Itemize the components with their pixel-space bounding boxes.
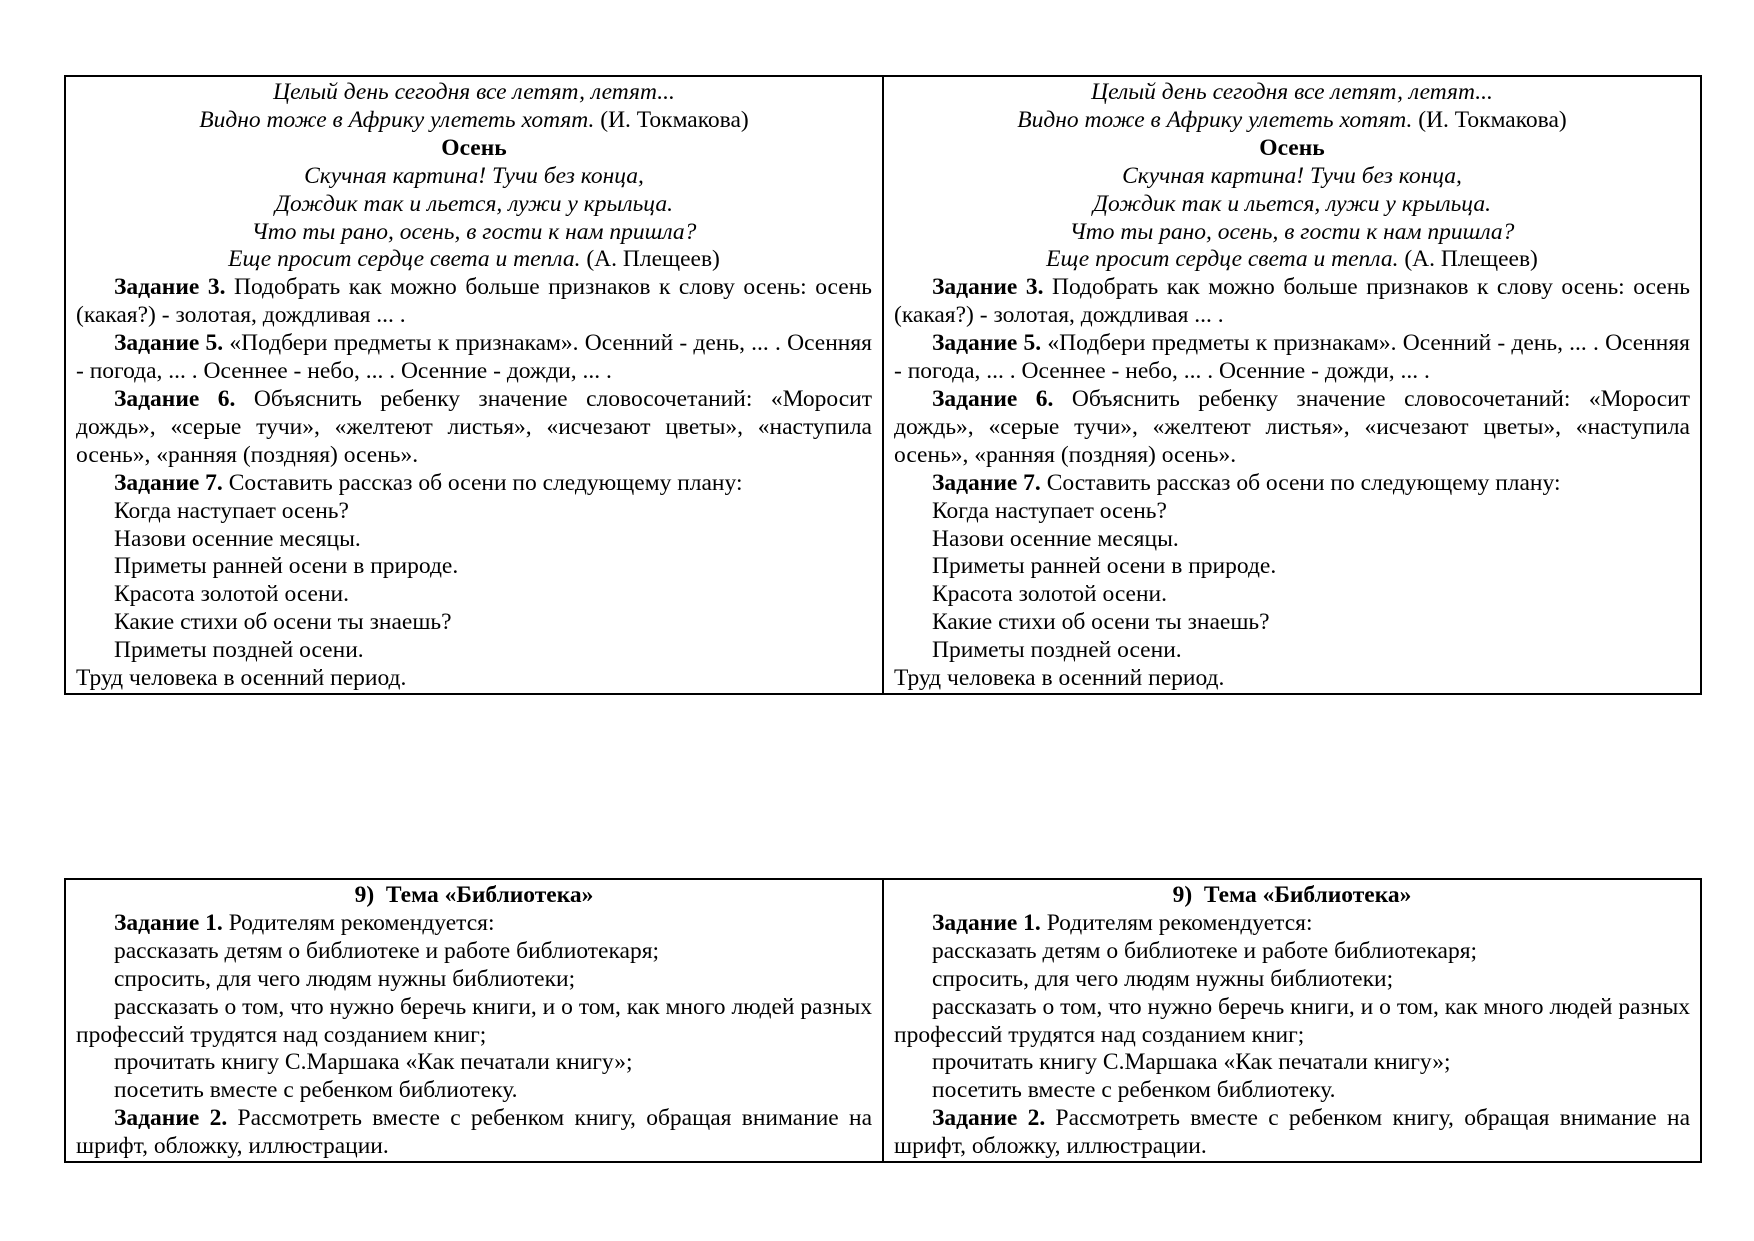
plan-item: Какие стихи об осени ты знаешь? (114, 609, 452, 636)
library-cards-table (64, 878, 1702, 1163)
recommendation-item: рассказать о том, что нужно беречь книги, и о том, как много людей разных профессий трудятся над созданием книг; (76, 993, 872, 1048)
plan-last-item: Труд человека в осенний период. (76, 665, 407, 692)
topic-title: Тема «Библиотека» (1203, 882, 1412, 908)
task6-paragraph (76, 386, 872, 470)
plan-item: Красота золотой осени. (932, 581, 1168, 608)
poem-title: Осень (441, 134, 507, 161)
plan-item: Назови осенние месяцы. (932, 525, 1179, 552)
poem1-author: (И. Токмакова) (600, 106, 749, 133)
plan-item: Какие стихи об осени ты знаешь? (932, 609, 1270, 636)
poem2-line1: Скучная картина! Тучи без конца, (1122, 162, 1462, 189)
topic-heading (894, 882, 1690, 910)
recommendation-item: рассказать о том, что нужно беречь книги, и о том, как много людей разных профессий трудятся над созданием книг; (894, 993, 1690, 1048)
poem1-line1: Целый день сегодня все летят, летят... (273, 79, 675, 105)
task5-text: «Подбери предметы к признакам». Осенний - день, ... . Осенняя - погода, ... . Осеннее - небо, ... . Осенние - дожди, ... . (894, 330, 1690, 385)
poem-title: Осень (1259, 134, 1325, 161)
plan-item: Когда наступает осень? (932, 497, 1167, 524)
poem2-line3: Что ты рано, осень, в гости к нам пришла? (251, 218, 697, 245)
poem1-line2-row (894, 107, 1690, 135)
recommendation-item: прочитать книгу С.Маршака «Как печатали книгу»; (932, 1049, 1451, 1076)
poem2-author: (А. Плещеев) (586, 246, 720, 273)
task1-text: Родителям рекомендуется: (1046, 909, 1313, 936)
poem1-line2: Видно тоже в Африку улететь хотят. (199, 106, 595, 133)
task3-paragraph (894, 274, 1690, 330)
topic-title: Тема «Библиотека» (385, 882, 594, 908)
poem2-line4-row (894, 246, 1690, 274)
poem1-line2-row (76, 107, 872, 135)
task2-text: Рассмотреть вместе с ребенком книгу, обращая внимание на шрифт, обложку, иллюстрации. (894, 1105, 1690, 1160)
recommendation-item: посетить вместе с ребенком библиотеку. (932, 1077, 1336, 1104)
task6-text: Объяснить ребенку значение словосочетаний: «Моросит дождь», «серые тучи», «желтеют листья», «исчезают цветы», «наступила осень», «ранняя (поздняя) осень». (76, 385, 873, 468)
library-card-right (883, 879, 1701, 1162)
task3-label: Задание 3. (114, 274, 226, 301)
task2-paragraph (76, 1105, 872, 1161)
task6-paragraph (894, 386, 1690, 470)
plan-item: Приметы ранней осени в природе. (114, 553, 459, 580)
task3-text: Подобрать как можно больше признаков к слову осень: осень (какая?) - золотая, дождливая ... . (894, 274, 1690, 329)
task6-label: Задание 6. (932, 385, 1054, 412)
recommendation-item: посетить вместе с ребенком библиотеку. (114, 1077, 518, 1104)
recommendation-item: спросить, для чего людям нужны библиотеки; (114, 965, 576, 992)
topic-heading (76, 882, 872, 910)
poem2-line2: Дождик так и льется, лужи у крыльца. (1093, 190, 1491, 217)
task2-label: Задание 2. (932, 1105, 1046, 1132)
task3-label: Задание 3. (932, 274, 1044, 301)
task1-paragraph (76, 910, 872, 938)
task1-label: Задание 1. (114, 909, 223, 936)
task2-text: Рассмотреть вместе с ребенком книгу, обращая внимание на шрифт, обложку, иллюстрации. (76, 1105, 872, 1160)
autumn-card-right (883, 76, 1701, 694)
task5-text: «Подбери предметы к признакам». Осенний - день, ... . Осенняя - погода, ... . Осеннее - небо, ... . Осенние - дожди, ... . (76, 330, 872, 385)
poem1-author: (И. Токмакова) (1418, 106, 1567, 133)
task1-paragraph (894, 910, 1690, 938)
recommendation-item: рассказать детям о библиотеке и работе библиотекаря; (114, 937, 660, 964)
plan-last-item: Труд человека в осенний период. (894, 665, 1225, 692)
task7-text: Составить рассказ об осени по следующему плану: (1046, 469, 1561, 496)
task5-paragraph (894, 330, 1690, 386)
task3-text: Подобрать как можно больше признаков к слову осень: осень (какая?) - золотая, дождливая ... . (76, 274, 872, 329)
plan-item: Приметы ранней осени в природе. (932, 553, 1277, 580)
task2-paragraph (894, 1105, 1690, 1161)
poem2-author: (А. Плещеев) (1404, 246, 1538, 273)
task5-paragraph (76, 330, 872, 386)
plan-item: Приметы поздней осени. (932, 637, 1182, 664)
task5-label: Задание 5. (932, 330, 1042, 357)
poem1-line1: Целый день сегодня все летят, летят... (1091, 79, 1493, 105)
plan-item: Приметы поздней осени. (114, 637, 364, 664)
poem2-line4-row (76, 246, 872, 274)
task1-text: Родителям рекомендуется: (228, 909, 495, 936)
autumn-cards-table (64, 75, 1702, 695)
recommendation-item: рассказать детям о библиотеке и работе библиотекаря; (932, 937, 1478, 964)
poem2-line2: Дождик так и льется, лужи у крыльца. (275, 190, 673, 217)
autumn-card-left (65, 76, 883, 694)
plan-item: Красота золотой осени. (114, 581, 350, 608)
task2-label: Задание 2. (114, 1105, 228, 1132)
task6-label: Задание 6. (114, 385, 236, 412)
task6-text: Объяснить ребенку значение словосочетаний: «Моросит дождь», «серые тучи», «желтеют листья», «исчезают цветы», «наступила осень», «ранняя (поздняя) осень». (894, 385, 1691, 468)
task7-label: Задание 7. (932, 469, 1041, 496)
task3-paragraph (76, 274, 872, 330)
poem2-line4: Еще просит сердце света и тепла. (228, 246, 581, 273)
task7-label: Задание 7. (114, 469, 223, 496)
poem1-line2: Видно тоже в Африку улететь хотят. (1017, 106, 1413, 133)
plan-item: Когда наступает осень? (114, 497, 349, 524)
task5-label: Задание 5. (114, 330, 224, 357)
recommendation-item: спросить, для чего людям нужны библиотеки; (932, 965, 1394, 992)
poem2-line3: Что ты рано, осень, в гости к нам пришла? (1069, 218, 1515, 245)
task7-paragraph (76, 470, 872, 498)
poem2-line1: Скучная картина! Тучи без конца, (304, 162, 644, 189)
task1-label: Задание 1. (932, 909, 1041, 936)
plan-item: Назови осенние месяцы. (114, 525, 361, 552)
topic-number: 9) (354, 882, 375, 908)
poem2-line4: Еще просит сердце света и тепла. (1046, 246, 1399, 273)
task7-paragraph (894, 470, 1690, 498)
topic-number: 9) (1172, 882, 1193, 908)
recommendation-item: прочитать книгу С.Маршака «Как печатали книгу»; (114, 1049, 633, 1076)
task7-text: Составить рассказ об осени по следующему плану: (228, 469, 743, 496)
library-card-left (65, 879, 883, 1162)
